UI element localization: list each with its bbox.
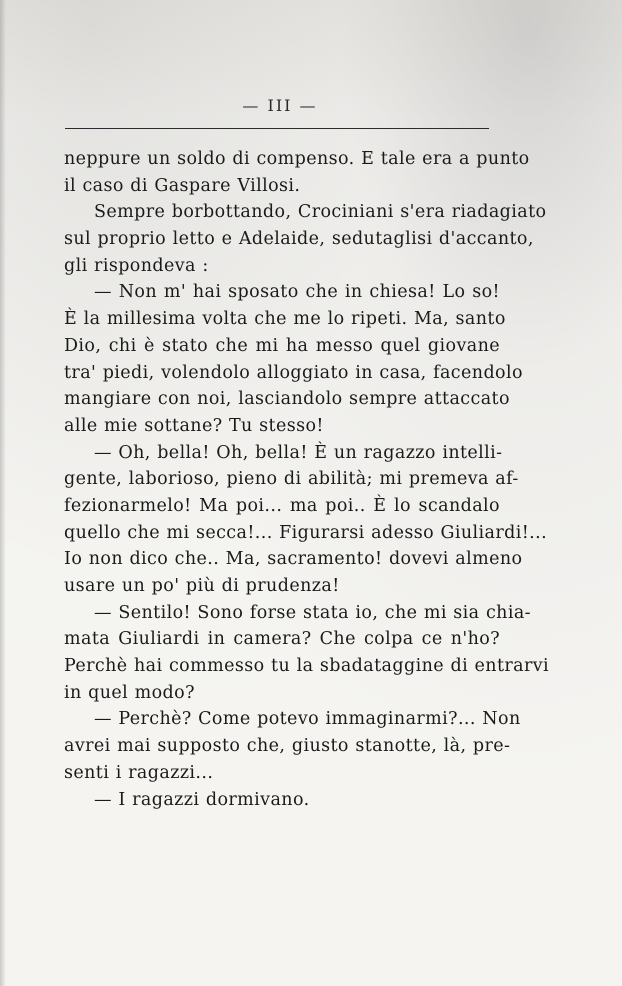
text-line: mata Giuliardi in camera? Che colpa ce n'ho? (64, 629, 500, 650)
text-line: alle mie sottane? Tu stesso! (64, 415, 324, 436)
text-line: È la millesima volta che me lo ripeti. Ma, santo (64, 309, 506, 330)
text-line: gente, laborioso, pieno di abilità; mi premeva af- (64, 469, 519, 490)
text-line: mangiare con noi, lasciandolo sempre attaccato (64, 389, 510, 410)
text-line: — Perchè? Come potevo immaginarmi?... Non (94, 709, 521, 730)
text-line: Dio, chi è stato che mi ha messo quel giovane (64, 335, 500, 356)
page-number: — III — (242, 96, 318, 115)
text-line: sul proprio letto e Adelaide, sedutaglisi d'accanto, (64, 229, 534, 250)
text-line: — Sentilo! Sono forse stata io, che mi sia chia- (94, 602, 531, 623)
text-line: neppure un soldo di compenso. E tale era a punto (64, 149, 530, 169)
text-line: senti i ragazzi... (64, 762, 214, 783)
text-line: in quel modo? (64, 682, 195, 703)
text-line: Io non dico che.. Ma, sacramento! dovevi almeno (64, 549, 523, 570)
text-line: Sempre borbottando, Crociniani s'era riadagiato (94, 202, 547, 223)
text-line: tra' piedi, volendolo alloggiato in casa, facendolo (64, 362, 523, 383)
header-rule (65, 128, 489, 129)
text-line: fezionarmelo! Ma poi... ma poi.. È lo scandalo (64, 495, 500, 516)
text-line: avrei mai supposto che, giusto stanotte, là, pre- (64, 736, 511, 757)
page-edge-shadow (0, 0, 6, 986)
text-line: il caso di Gaspare Villosi. (64, 175, 301, 196)
text-line: Perchè hai commesso tu la sbadataggine di entrarvi (64, 656, 550, 677)
text-line: — Non m' hai sposato che in chiesa! Lo so! (94, 282, 500, 303)
text-line: gli rispondeva : (64, 255, 209, 276)
text-line: usare un po' più di prudenza! (64, 576, 340, 596)
text-line: — Oh, bella! Oh, bella! È un ragazzo intelli- (94, 442, 503, 463)
body-text (64, 146, 550, 813)
text-line: quello che mi secca!... Figurarsi adesso Giuliardi!... (64, 522, 548, 543)
text-line: — I ragazzi dormivano. (94, 789, 310, 810)
